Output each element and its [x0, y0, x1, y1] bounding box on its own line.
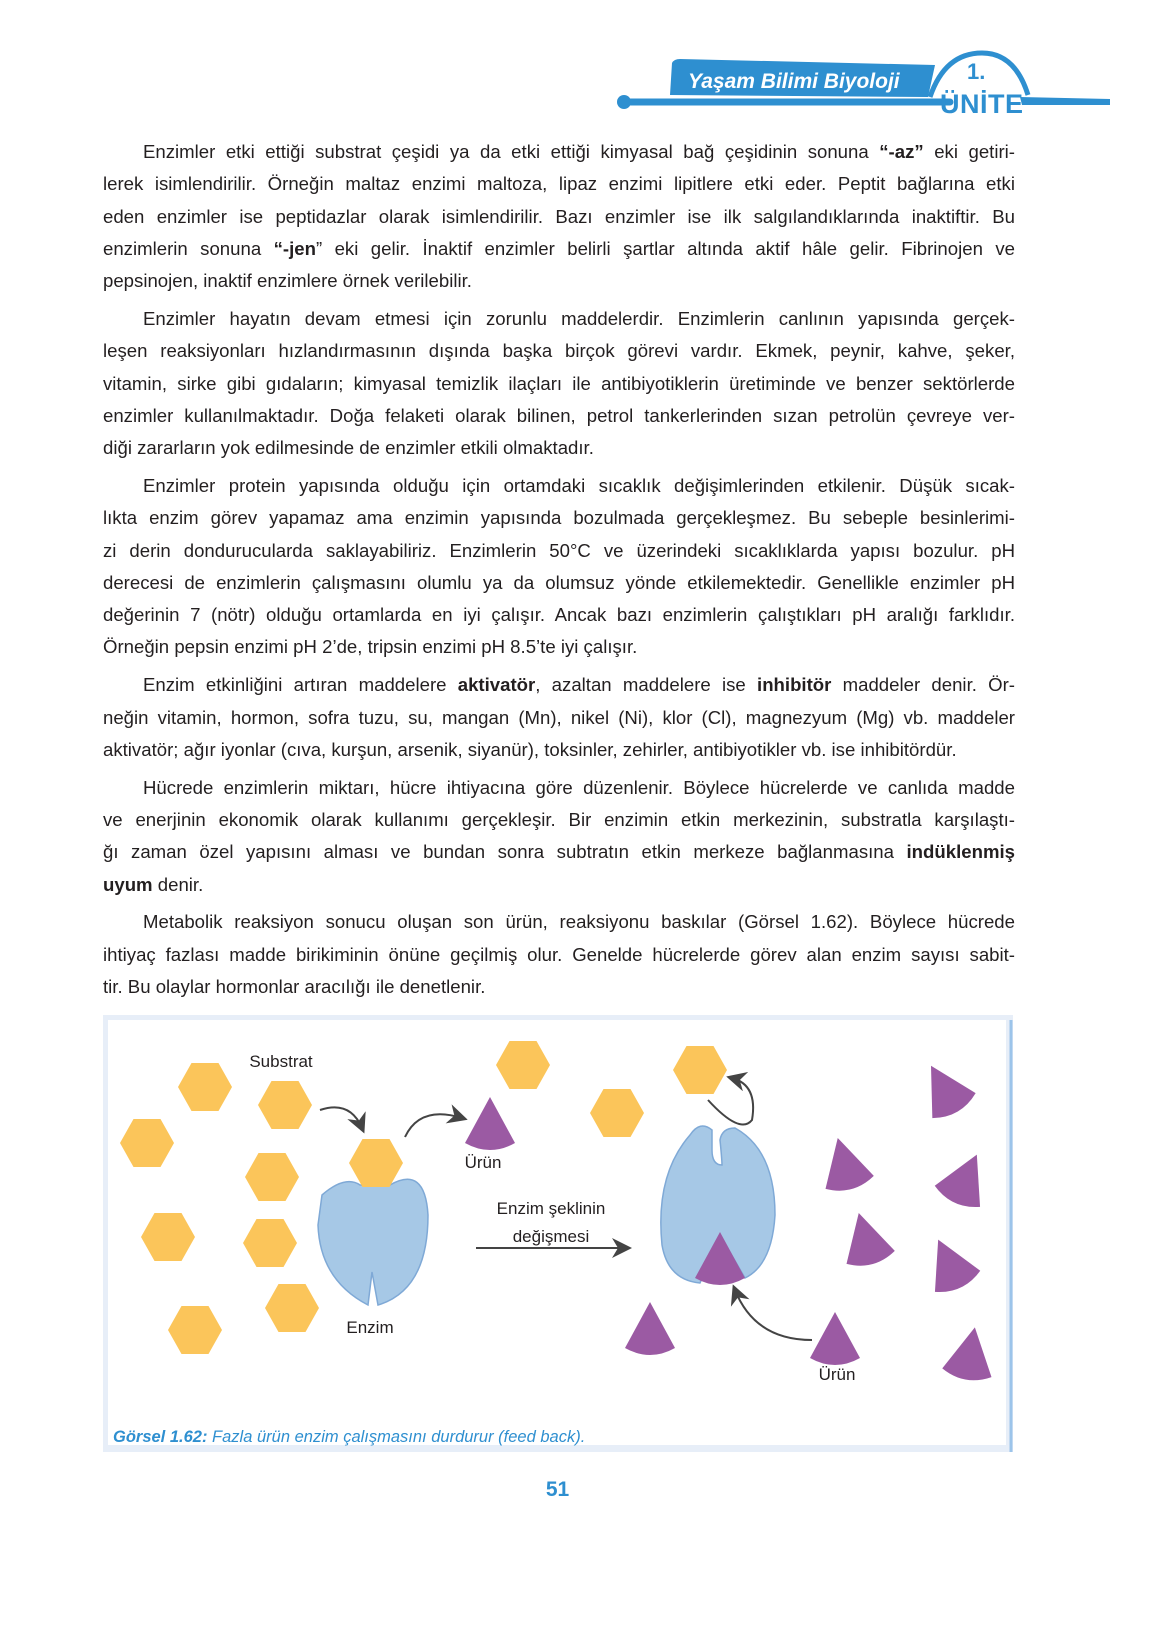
bold-term: “-jen — [273, 237, 316, 259]
text-line — [103, 233, 1015, 265]
text-line — [103, 470, 1015, 502]
text-line — [103, 631, 1015, 663]
label-substrate: Substrat — [249, 1052, 313, 1071]
text-segment: leşen reaksiyonları hızlandırmasının dışında başka birçok görevi vardır. Ekmek, peynir, kahve, şeker, — [103, 340, 1015, 362]
text-segment: değerinin 7 (nötr) olduğu ortamlarda en iyi çalışır. Ancak bazı enzimlerin çalıştıkları pH aralığı farklıdır. — [103, 604, 1015, 626]
text-line — [103, 702, 1015, 734]
text-segment: Enzimler protein yapısında olduğu için ortamdaki sıcaklık değişimlerinden etkilenir. Düşük sıcak- — [143, 474, 1015, 496]
text-segment: aktivatör; ağır iyonlar (cıva, kurşun, arsenik, siyanür), toksinler, zehirler, antibiyotikler vb. ise inhibitördür. — [103, 738, 957, 760]
text-line — [103, 599, 1015, 631]
text-segment: neğin vitamin, hormon, sofra tuzu, su, mangan (Mn), nikel (Ni), klor (Cl), magnezyum (Mg) vb. maddeler — [103, 706, 1015, 728]
text-line — [103, 400, 1015, 432]
figure-feedback-inhibition — [103, 1015, 1013, 1452]
text-segment: Hücrede enzimlerin miktarı, hücre ihtiyacına göre düzenlenir. Böylece hücrelerde ve canlıda madde — [143, 776, 1015, 798]
text-segment: lerek isimlendirilir. Örneğin maltaz enzimi maltoza, lipaz enzimi lipitlere etki eder. Peptit bağlarına etki — [103, 173, 1015, 195]
text-segment: ihtiyaç fazlası madde birikiminin önüne geçilmiş olur. Genelde hücrelerde görev alan enzim sayısı sabit- — [103, 943, 1015, 965]
text-segment: eden enzimler ise peptidazlar olarak isimlendirilir. Bazı enzimler ise ilk salgılandıklarında inaktiftir. Bu — [103, 205, 1015, 227]
bold-term: uyum — [103, 873, 153, 895]
text-segment: eki getiri- — [923, 141, 1015, 162]
paragraph — [103, 906, 1015, 1003]
text-segment: maddeler denir. Ör- — [831, 674, 1015, 696]
text-line — [103, 335, 1015, 367]
unit-header — [610, 45, 1152, 125]
text-line — [103, 432, 1015, 464]
text-line — [103, 535, 1015, 567]
label-product-top: Ürün — [464, 1153, 502, 1172]
text-line — [103, 303, 1015, 335]
text-line — [103, 804, 1015, 836]
text-segment: pepsinojen, inaktif enzimlere örnek verilebilir. — [103, 270, 472, 292]
text-segment: ” eki gelir. İnaktif enzimler belirli şartlar altında aktif hâle gelir. Fibrinojen ve — [315, 237, 1015, 259]
text-line — [103, 265, 1015, 297]
page-number: 51 — [545, 1478, 570, 1501]
label-shape-change-2: değişmesi — [512, 1227, 590, 1246]
bold-term: aktivatör — [457, 674, 536, 696]
text-segment: vitamin, sirke gibi gıdaların; kimyasal temizlik ilaçları ile antibiyotiklerin üretiminde ve benzer sektörlerde — [103, 372, 1015, 394]
unit-number: 1. — [967, 59, 986, 84]
text-segment: Metabolik reaksiyon sonucu oluşan son ürün, reaksiyonu baskılar (Görsel 1.62). Böylece hücrede — [143, 911, 1015, 933]
label-product-bottom: Ürün — [818, 1365, 856, 1384]
text-line — [103, 201, 1015, 233]
text-line — [103, 772, 1015, 804]
text-line — [103, 136, 1015, 168]
text-line — [103, 971, 1015, 1003]
text-segment: enzimler kullanılmaktadır. Doğa felaketi olarak bilinen, petrol tankerlerinden sızan petrolün çevreye ver- — [103, 404, 1015, 426]
text-segment: , azaltan maddelere ise — [535, 674, 758, 696]
text-line — [103, 836, 1015, 868]
subject-title: Yaşam Bilimi Biyoloji — [688, 70, 900, 93]
text-segment: Örneğin pepsin enzimi pH 2’de, tripsin enzimi pH 8.5’te iyi çalışır. — [103, 636, 638, 658]
label-enzyme: Enzim — [346, 1318, 394, 1337]
paragraph — [103, 470, 1015, 664]
text-segment: denir. — [152, 873, 204, 895]
text-segment: derecesi de enzimlerin çalışmasını olumlu ya da olumsuz yönde etkilemektedir. Genellikle enzimler pH — [103, 571, 1015, 593]
text-segment: lıkta enzim görev yapamaz ama enzimin yapısında bozulmada gerçekleşmez. Bu sebeple besinlerimi- — [103, 507, 1015, 529]
label-shape-change-1: Enzim şeklinin — [496, 1199, 606, 1218]
bold-term: indüklenmiş — [906, 841, 1015, 863]
text-line — [103, 734, 1015, 766]
text-line — [103, 906, 1015, 938]
text-segment: Enzimler etki ettiği substrat çeşidi ya da etki ettiği kimyasal bağ çeşidinin sonuna — [143, 141, 880, 162]
text-line — [103, 669, 1015, 701]
bold-term: “-az” — [879, 141, 924, 162]
text-segment: diği zararların yok edilmesinde de enzimler etkili olmaktadır. — [103, 437, 594, 459]
text-segment: ğı zaman özel yapısını alması ve bundan sonra subtratın etkin merkeze bağlanmasına — [103, 841, 907, 863]
text-segment: enzimlerin sonuna — [103, 237, 274, 259]
text-segment: ve enerjinin ekonomik olarak kullanımı gerçekleşir. Bir enzimin etkin merkezinin, substratla karşılaştı- — [103, 808, 1015, 830]
text-segment: Enzim etkinliğini artıran maddelere — [143, 674, 458, 696]
text-line — [103, 939, 1015, 971]
caption-label: Görsel 1.62: — [113, 1428, 208, 1446]
unit-label: ÜNİTE — [940, 89, 1024, 119]
caption-text: Fazla ürün enzim çalışmasını durdurur (feed back). — [207, 1428, 586, 1446]
paragraph — [103, 669, 1015, 766]
text-line — [103, 502, 1015, 534]
text-line — [103, 168, 1015, 200]
figure-caption — [113, 1428, 585, 1447]
text-line — [103, 869, 1015, 901]
text-line — [103, 567, 1015, 599]
paragraph — [103, 136, 1015, 297]
body-text — [103, 136, 1015, 1009]
paragraph — [103, 303, 1015, 464]
bold-term: inhibitör — [757, 674, 832, 696]
paragraph — [103, 772, 1015, 901]
text-segment: tir. Bu olaylar hormonlar aracılığı ile denetlenir. — [103, 975, 486, 997]
text-segment: zi derin dondurucularda saklayabiliriz. Enzimlerin 50°C ve üzerindeki sıcaklıklarda yapısı bozulur. pH — [103, 539, 1015, 561]
text-segment: Enzimler hayatın devam etmesi için zorunlu maddelerdir. Enzimlerin canlının yapısında gerçek- — [143, 307, 1015, 329]
text-line — [103, 368, 1015, 400]
